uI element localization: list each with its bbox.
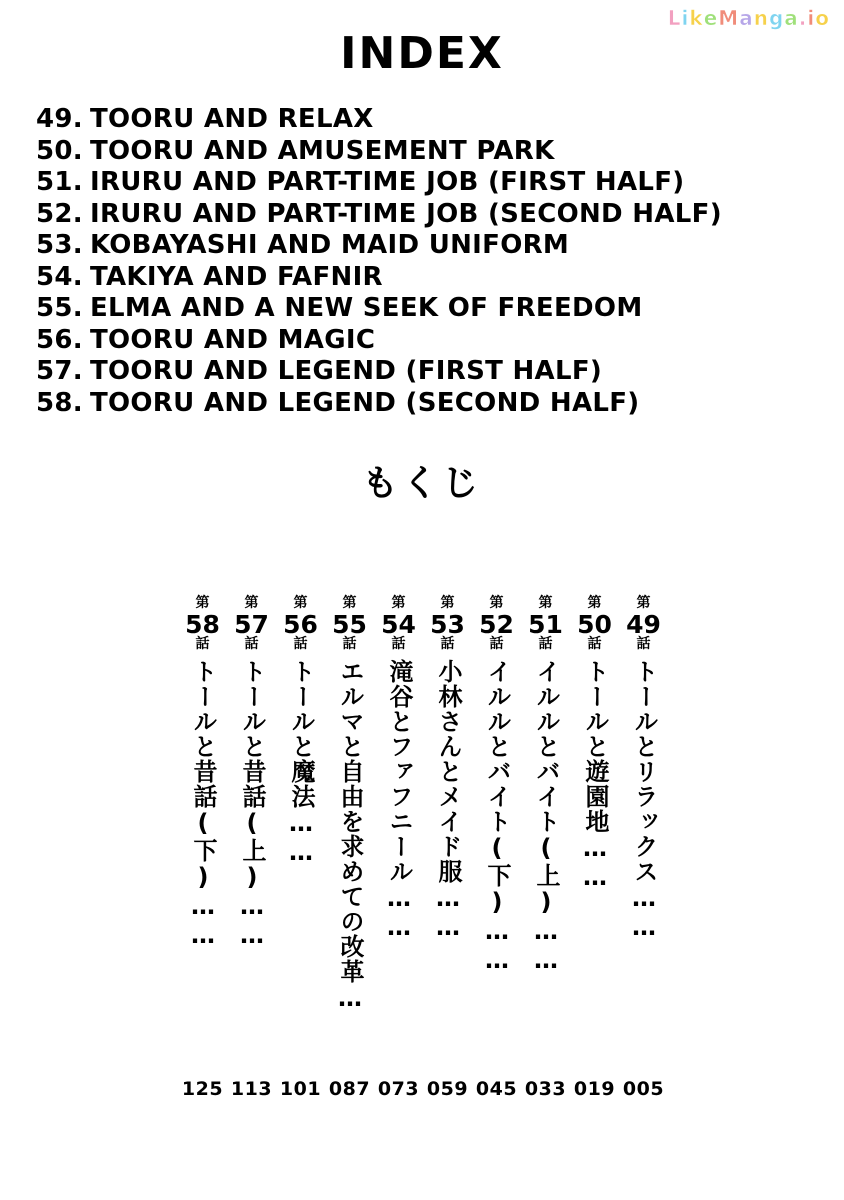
index-entry-number: 57. (36, 356, 83, 386)
mokuji-chapter-number (479, 596, 514, 652)
watermark-letter: n (753, 6, 769, 30)
mokuji-entry-title: 小林さんとメイド服…… (434, 659, 462, 942)
index-entry-title: TOORU AND LEGEND (FIRST HALF) (89, 356, 603, 386)
site-watermark (668, 6, 830, 30)
mokuji-entry-page: 101 (279, 1078, 322, 1100)
mokuji-chapter-prefix: 第 (538, 595, 553, 611)
mokuji-entry (619, 595, 668, 1100)
mokuji-chapter-suffix: 話 (391, 636, 406, 652)
mokuji-entry-title: イルルとバイト(上)…… (532, 659, 560, 975)
mokuji-entry-page: 087 (328, 1078, 371, 1100)
mokuji-entry-page: 059 (426, 1078, 469, 1100)
mokuji-entry-page: 113 (230, 1078, 273, 1100)
mokuji-chapter-prefix: 第 (195, 595, 210, 611)
index-entry-number: 51. (36, 167, 83, 197)
mokuji-chapter-number (185, 596, 220, 652)
watermark-letter: g (768, 6, 785, 30)
mokuji-entry-title: トールと昔話(上)…… (238, 659, 266, 950)
mokuji-entry (325, 595, 374, 1100)
mokuji-chapter-number (577, 596, 612, 652)
mokuji-chapter-prefix: 第 (391, 595, 406, 611)
page-title: INDEX (340, 28, 504, 79)
index-entry-title: KOBAYASHI AND MAID UNIFORM (89, 230, 570, 260)
mokuji-chapter-digits: 54 (381, 610, 416, 639)
mokuji-entry-title: エルマと自由を求めての改革… (336, 659, 364, 1013)
index-entry (36, 104, 806, 136)
index-entry-number: 55. (36, 293, 83, 323)
mokuji-chapter-prefix: 第 (636, 595, 651, 611)
vertical-toc (0, 595, 844, 1100)
mokuji-chapter-number (626, 596, 661, 652)
index-entry-title: IRURU AND PART-TIME JOB (FIRST HALF) (89, 167, 685, 197)
index-entry-number: 54. (36, 261, 83, 292)
mokuji-chapter-suffix: 話 (489, 636, 504, 652)
watermark-letter: k (689, 6, 704, 30)
index-entry-title: ELMA AND A NEW SEEK OF FREEDOM (89, 293, 643, 323)
mokuji-heading: もくじ (361, 463, 482, 504)
mokuji-chapter-prefix: 第 (587, 595, 602, 611)
index-entry-title: TAKIYA AND FAFNIR (89, 261, 383, 292)
mokuji-chapter-suffix: 話 (587, 636, 602, 652)
mokuji-chapter-digits: 49 (626, 610, 661, 639)
mokuji-chapter-prefix: 第 (244, 595, 259, 611)
index-entry-title: IRURU AND PART-TIME JOB (SECOND HALF) (89, 198, 722, 229)
index-entry-title: TOORU AND LEGEND (SECOND HALF) (89, 387, 640, 418)
mokuji-chapter-suffix: 話 (342, 636, 357, 652)
mokuji-entry-title: トールと魔法…… (287, 659, 315, 867)
mokuji-chapter-suffix: 話 (195, 636, 210, 652)
mokuji-entry-title: トールと遊園地…… (581, 659, 609, 892)
watermark-letter: e (703, 6, 719, 30)
mokuji-entry (374, 595, 423, 1100)
mokuji-entry-title: トールとリラックス…… (630, 659, 658, 942)
index-entry (36, 167, 806, 199)
mokuji-entry-page: 019 (573, 1078, 616, 1100)
watermark-letter: a (739, 6, 754, 30)
watermark-letter: o (815, 6, 830, 30)
index-entry (36, 199, 806, 231)
mokuji-chapter-digits: 57 (234, 610, 269, 639)
mokuji-chapter-number (381, 596, 416, 652)
mokuji-chapter-digits: 55 (332, 610, 367, 639)
mokuji-chapter-suffix: 話 (538, 636, 553, 652)
mokuji-chapter-number (283, 596, 318, 652)
mokuji-entry-page: 125 (181, 1078, 224, 1100)
index-entry-number: 49. (36, 104, 83, 134)
index-entry (36, 388, 806, 420)
index-entry-title: TOORU AND MAGIC (89, 324, 376, 355)
mokuji-chapter-prefix: 第 (293, 595, 308, 611)
index-entry (36, 262, 806, 294)
watermark-letter: i (807, 6, 816, 30)
index-entry-number: 58. (36, 387, 83, 418)
mokuji-chapter-digits: 58 (185, 610, 220, 639)
mokuji-chapter-suffix: 話 (636, 636, 651, 652)
mokuji-chapter-suffix: 話 (440, 636, 455, 652)
mokuji-entry-title: トールと昔話(下)…… (189, 659, 217, 950)
index-entry (36, 136, 806, 168)
mokuji-entry-title: イルルとバイト(下)…… (483, 659, 511, 975)
english-index-list (36, 104, 806, 419)
mokuji-chapter-number (234, 596, 269, 652)
watermark-letter: L (667, 6, 682, 30)
mokuji-entry-page: 073 (377, 1078, 420, 1100)
mokuji-entry-page: 033 (524, 1078, 567, 1100)
index-entry-title: TOORU AND RELAX (89, 104, 374, 134)
mokuji-entry-page: 045 (475, 1078, 518, 1100)
mokuji-chapter-prefix: 第 (489, 595, 504, 611)
index-entry-number: 52. (36, 198, 83, 229)
mokuji-chapter-digits: 52 (479, 610, 514, 639)
mokuji-chapter-digits: 51 (528, 610, 563, 639)
mokuji-chapter-suffix: 話 (293, 636, 308, 652)
mokuji-entry (227, 595, 276, 1100)
watermark-letter: i (681, 6, 690, 30)
mokuji-chapter-prefix: 第 (342, 595, 357, 611)
mokuji-chapter-digits: 56 (283, 610, 318, 639)
mokuji-chapter-prefix: 第 (440, 595, 455, 611)
mokuji-entry (472, 595, 521, 1100)
mokuji-entry (521, 595, 570, 1100)
mokuji-chapter-number (528, 596, 563, 652)
index-entry (36, 293, 806, 325)
mokuji-chapter-digits: 50 (577, 610, 612, 639)
mokuji-entry (178, 595, 227, 1100)
mokuji-entry (423, 595, 472, 1100)
mokuji-chapter-number (430, 596, 465, 652)
mokuji-chapter-suffix: 話 (244, 636, 259, 652)
mokuji-entry-page: 005 (622, 1078, 665, 1100)
vertical-toc-columns (178, 595, 668, 1100)
watermark-letter: . (798, 6, 808, 30)
index-entry-number: 50. (36, 135, 83, 166)
index-entry-number: 53. (36, 230, 83, 260)
index-entry-number: 56. (36, 324, 83, 355)
watermark-letter: a (784, 6, 799, 30)
mokuji-entry (570, 595, 619, 1100)
index-entry (36, 230, 806, 262)
mokuji-chapter-number (332, 596, 367, 652)
mokuji-entry (276, 595, 325, 1100)
watermark-letter: M (718, 6, 740, 30)
mokuji-chapter-digits: 53 (430, 610, 465, 639)
index-entry (36, 325, 806, 357)
index-entry (36, 356, 806, 388)
mokuji-entry-title: 滝谷とファフニール…… (385, 659, 413, 942)
index-entry-title: TOORU AND AMUSEMENT PARK (89, 135, 555, 166)
